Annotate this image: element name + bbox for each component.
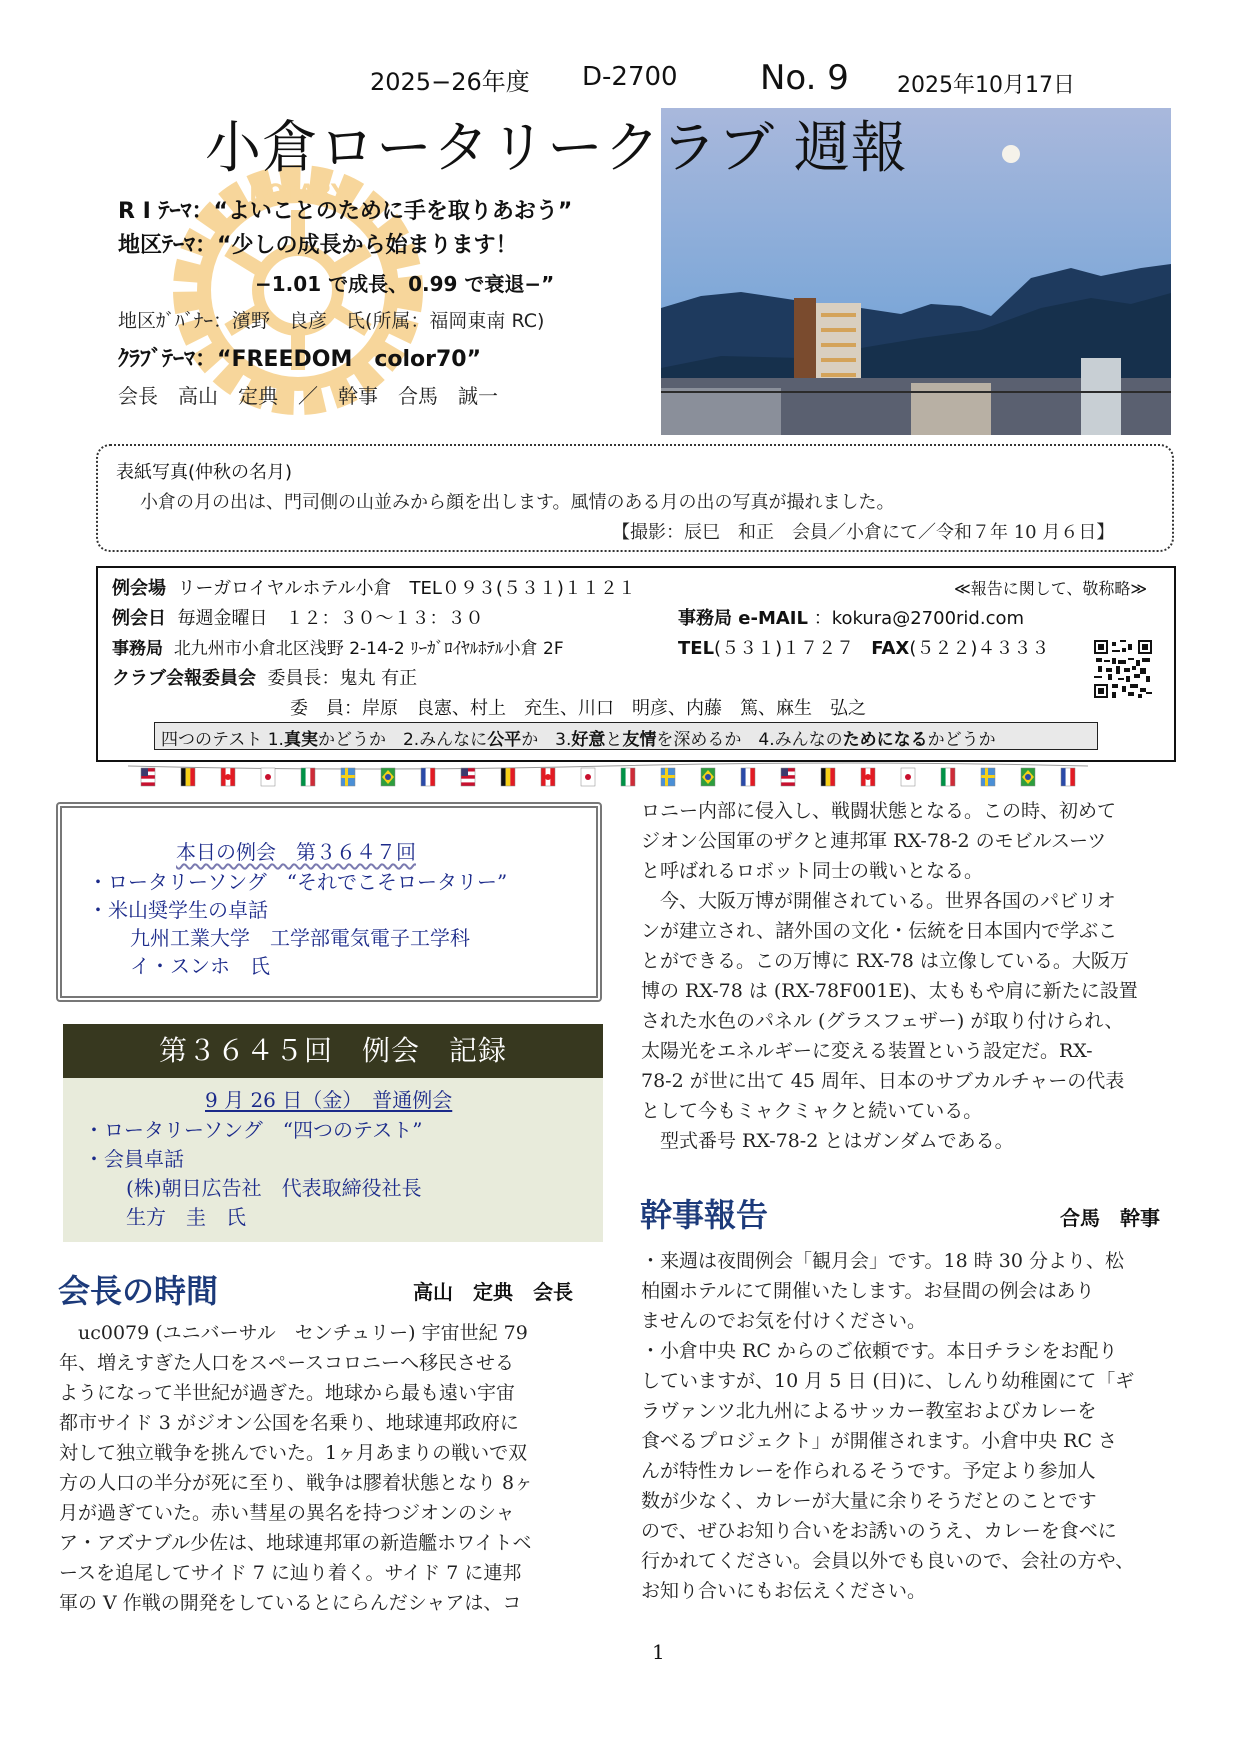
qr-code[interactable]: [1094, 640, 1152, 698]
flag-canada-icon: [221, 768, 235, 786]
test-keyword: 友情: [622, 730, 657, 750]
text-line: 軍の V 作戦の開発をしているとにらんだシャアは、コ: [59, 1592, 522, 1614]
committee-row: [112, 664, 417, 690]
test-keyword: 公平: [487, 730, 522, 750]
text-line: ませんのでお気を付けください。: [641, 1310, 927, 1332]
text-line: 行かれてください。会員以外でも良いので、会社の方や、: [641, 1550, 1135, 1572]
test-text: を深めるか 4.みんなの: [656, 730, 843, 750]
flag-belgium-icon: [501, 768, 515, 786]
text-line: 対して独立戦争を挑んでいた。1ヶ月あまりの戦いで双: [59, 1442, 528, 1464]
text-line: 今、大阪万博が開催されている。世界各国のパビリオ: [641, 890, 1116, 912]
flag-usa-icon: [781, 768, 795, 786]
cover-caption-text: 小倉の月の出は、門司側の山並みから顔を出します。風情のある月の出の写真が撮れました。: [140, 492, 895, 513]
president-text-right: [641, 796, 1138, 1156]
flag-canada-icon: [541, 768, 555, 786]
test-keyword: 好意: [571, 730, 606, 750]
committee-members: 委 員：岸原 良憲、村上 充生、川口 明彦、内藤 篤、麻生 弘之: [290, 698, 866, 719]
text-line: ・小倉中央 RC からのご依頼です。本日チラシをお配り: [641, 1340, 1118, 1362]
flag-japan-icon: [581, 768, 595, 786]
text-line: ので、ぜひお知り合いをお誘いのうえ、カレーを食べに: [641, 1520, 1117, 1542]
secretary-text: [641, 1246, 1134, 1606]
email-row: [678, 604, 1024, 630]
flag-japan-icon: [901, 768, 915, 786]
office-row: [112, 634, 564, 659]
office-label: 事務局: [112, 639, 163, 659]
text-line: ア・アズナブル少佐は、地球連邦軍の新造艦ホワイトベ: [59, 1532, 532, 1554]
honorific-note: ≪報告に関して、敬称略≫: [954, 579, 1148, 598]
text-line: 型式番号 RX-78-2 とはガンダムである。: [641, 1130, 1014, 1152]
email-value[interactable]: ：kokura@2700rid.com: [813, 608, 1025, 629]
flag-italy-icon: [301, 768, 315, 786]
text-line: 年、増えすぎた人口をスペースコロニーへ移民させる: [59, 1352, 515, 1374]
todays-meeting-item: ・米山奨学生の卓話: [88, 898, 268, 922]
text-line: 方の人口の半分が死に至り、戦争は膠着状態となり 8ヶ: [59, 1472, 534, 1494]
flag-usa-icon: [141, 768, 155, 786]
cover-caption-credit: 【撮影：辰巳 和正 会員／小倉にて／令和７年 10 月６日】: [612, 522, 1115, 543]
fiscal-year: 2025−26年度: [370, 68, 530, 96]
test-text: かどうか 2.みんなに: [317, 730, 488, 750]
text-line: ロニー内部に侵入し、戦闘状態となる。この時、初めて: [641, 800, 1117, 822]
cover-caption-title: 表紙写真(仲秋の名月): [116, 462, 293, 483]
phone-fax-row: [678, 634, 1049, 660]
meeting-record-item: ・会員卓話: [84, 1147, 184, 1171]
meeting-day-value: 毎週金曜日 １２：３０〜１３：３０: [177, 608, 484, 629]
text-line: 月が過ぎていた。赤い彗星の異名を持つジオンのシャ: [59, 1502, 515, 1524]
flag-canada-icon: [861, 768, 875, 786]
todays-meeting-title: 本日の例会 第３６４７回: [176, 840, 416, 864]
test-keyword: ためになる: [842, 730, 928, 750]
flag-japan-icon: [261, 768, 275, 786]
office-address: 北九州市小倉北区浅野 2-14-2 ﾘｰｶﾞﾛｲﾔﾙﾎﾃﾙ小倉 2F: [173, 639, 564, 659]
text-line: ラヴァンツ北九州によるサッカー教室およびカレーを: [641, 1400, 1097, 1422]
flag-france-icon: [741, 768, 755, 786]
fax-label: FAX: [871, 638, 910, 659]
text-line: とができる。この万博に RX-78 は立像している。大阪万: [641, 950, 1129, 972]
flag-usa-icon: [461, 768, 475, 786]
text-line: 柏園ホテルにて開催いたします。お昼間の例会はあり: [641, 1280, 1095, 1302]
text-line: uc0079 (ユニバーサル センチュリー) 宇宙世紀 79: [59, 1322, 528, 1344]
meeting-record-heading: 第３６４５回 例会 記録: [63, 1024, 603, 1078]
tel-value: (５３１)１７２７: [714, 638, 855, 659]
text-line: 博の RX-78 は (RX-78F001E)、太ももや肩に新たに設置: [641, 980, 1138, 1002]
text-line: 都市サイド 3 がジオン公国を名乗り、地球連邦政府に: [59, 1412, 519, 1434]
flag-belgium-icon: [181, 768, 195, 786]
email-label: 事務局 e-MAIL: [678, 608, 808, 629]
test-text: 1.: [262, 730, 284, 750]
meeting-day-row: [112, 604, 483, 630]
meeting-record-date: 9 月 26 日（金） 普通例会: [205, 1088, 453, 1112]
secretary-byline: 合馬 幹事: [1060, 1206, 1160, 1230]
text-line: していますが、10 月 5 日 (日)に、しんり幼稚園にて「ギ: [641, 1370, 1135, 1392]
flag-france-icon: [421, 768, 435, 786]
flag-france-icon: [1061, 768, 1075, 786]
committee-label: クラブ会報委員会: [112, 668, 256, 689]
district-governor: 地区ｶﾞﾊﾞﾅｰ：濱野 良彦 氏(所属：福岡東南 RC): [118, 310, 545, 332]
test-text: と: [605, 730, 623, 750]
fax-value: (５２２)４３３３: [909, 638, 1050, 659]
text-line: お知り合いにもお伝えください。: [641, 1580, 927, 1602]
issue-date: 2025年10月17日: [897, 73, 1075, 98]
secretary-section-title: 幹事報告: [640, 1196, 769, 1234]
four-way-test-label: 四つのテスト: [161, 730, 263, 750]
text-line: 太陽光をエネルギーに変える装置という設定だ。RX-: [641, 1040, 1093, 1062]
text-line: 食べるプロジェクト」が開催されます。小倉中央 RC さ: [641, 1430, 1118, 1452]
logo-text-rotary: ROTARY: [249, 181, 347, 206]
todays-meeting-item: イ・スンホ 氏: [130, 954, 270, 978]
moon-icon: [1002, 145, 1020, 163]
club-theme: ｸﾗﾌﾞﾃｰﾏ：“FREEDOM color70”: [118, 347, 482, 372]
meeting-record-item: 生方 圭 氏: [126, 1205, 246, 1229]
text-line: ースを追尾してサイド 7 に辿り着く。サイド 7 に連邦: [59, 1562, 522, 1584]
venue-value: リーガロイヤルホテル小倉 TEL０９３(５３１)１１２１: [177, 578, 636, 599]
test-keyword: 真実: [283, 730, 318, 750]
district-theme-sub: −1.01 で成長、0.99 で衰退−”: [255, 272, 555, 296]
club-officers: 会長 高山 定典 ／ 幹事 合馬 誠一: [118, 384, 498, 408]
text-line: された水色のパネル (グラスフェザー) が取り付けられ、: [641, 1010, 1124, 1032]
todays-meeting-item: ・ロータリーソング “それでこそロータリー”: [88, 870, 508, 894]
page-number: 1: [652, 1640, 665, 1664]
flag-bunting: [128, 762, 1088, 792]
flag-brazil-icon: [701, 768, 715, 786]
flag-italy-icon: [621, 768, 635, 786]
venue-row: [112, 574, 636, 600]
president-byline: 高山 定典 会長: [413, 1280, 573, 1304]
text-line: 78-2 が世に出て 45 周年、日本のサブカルチャーの代表: [641, 1070, 1125, 1092]
district-code: D-2700: [582, 62, 678, 92]
ri-theme: R I ﾃｰﾏ：“よいことのために手を取りあおう”: [118, 199, 573, 224]
flag-brazil-icon: [1021, 768, 1035, 786]
flag-sweden-icon: [341, 768, 355, 786]
four-way-test: [154, 722, 1098, 750]
newsletter-title: 小倉ロータリークラブ 週報: [205, 116, 908, 181]
todays-meeting-item: 九州工業大学 工学部電気電子工学科: [130, 926, 470, 950]
text-line: として今もミャクミャクと続いている。: [641, 1100, 983, 1122]
issue-number: No. 9: [760, 58, 849, 98]
text-line: と呼ばれるロボット同士の戦いとなる。: [641, 860, 984, 882]
flag-bunting-graphic: [128, 762, 1088, 792]
president-section-title: 会長の時間: [58, 1272, 219, 1310]
meeting-day-label: 例会日: [112, 608, 166, 629]
test-text: かどうか: [927, 730, 996, 750]
president-text-left: [59, 1318, 533, 1618]
flag-sweden-icon: [661, 768, 675, 786]
district-theme: 地区ﾃｰﾏ：“少しの成長から始まります！: [118, 233, 518, 258]
text-line: ・来週は夜間例会「観月会」です。18 時 30 分より、松: [641, 1250, 1124, 1272]
meeting-record-item: ・ロータリーソング “四つのテスト”: [84, 1118, 423, 1142]
tel-label: TEL: [678, 638, 715, 659]
text-line: ジオン公国軍のザクと連邦軍 RX-78-2 のモビルスーツ: [641, 830, 1107, 852]
venue-label: 例会場: [112, 578, 166, 599]
test-text: か 3.: [521, 730, 572, 750]
text-line: ようになって半世紀が過ぎた。地球から最も遠い宇宙: [59, 1382, 516, 1404]
text-line: ンが建立され、諸外国の文化・伝統を日本国内で学ぶこ: [641, 920, 1118, 942]
committee-chair: 委員長：鬼丸 有正: [267, 668, 418, 689]
flag-sweden-icon: [981, 768, 995, 786]
flag-italy-icon: [941, 768, 955, 786]
flag-belgium-icon: [821, 768, 835, 786]
meeting-record-item: (株)朝日広告社 代表取締役社長: [126, 1176, 422, 1200]
text-line: 数が少なく、カレーが大量に余りそうだとのことです: [641, 1490, 1097, 1512]
flag-brazil-icon: [381, 768, 395, 786]
text-line: んが特性カレーを作られるそうです。予定より参加人: [641, 1460, 1096, 1482]
